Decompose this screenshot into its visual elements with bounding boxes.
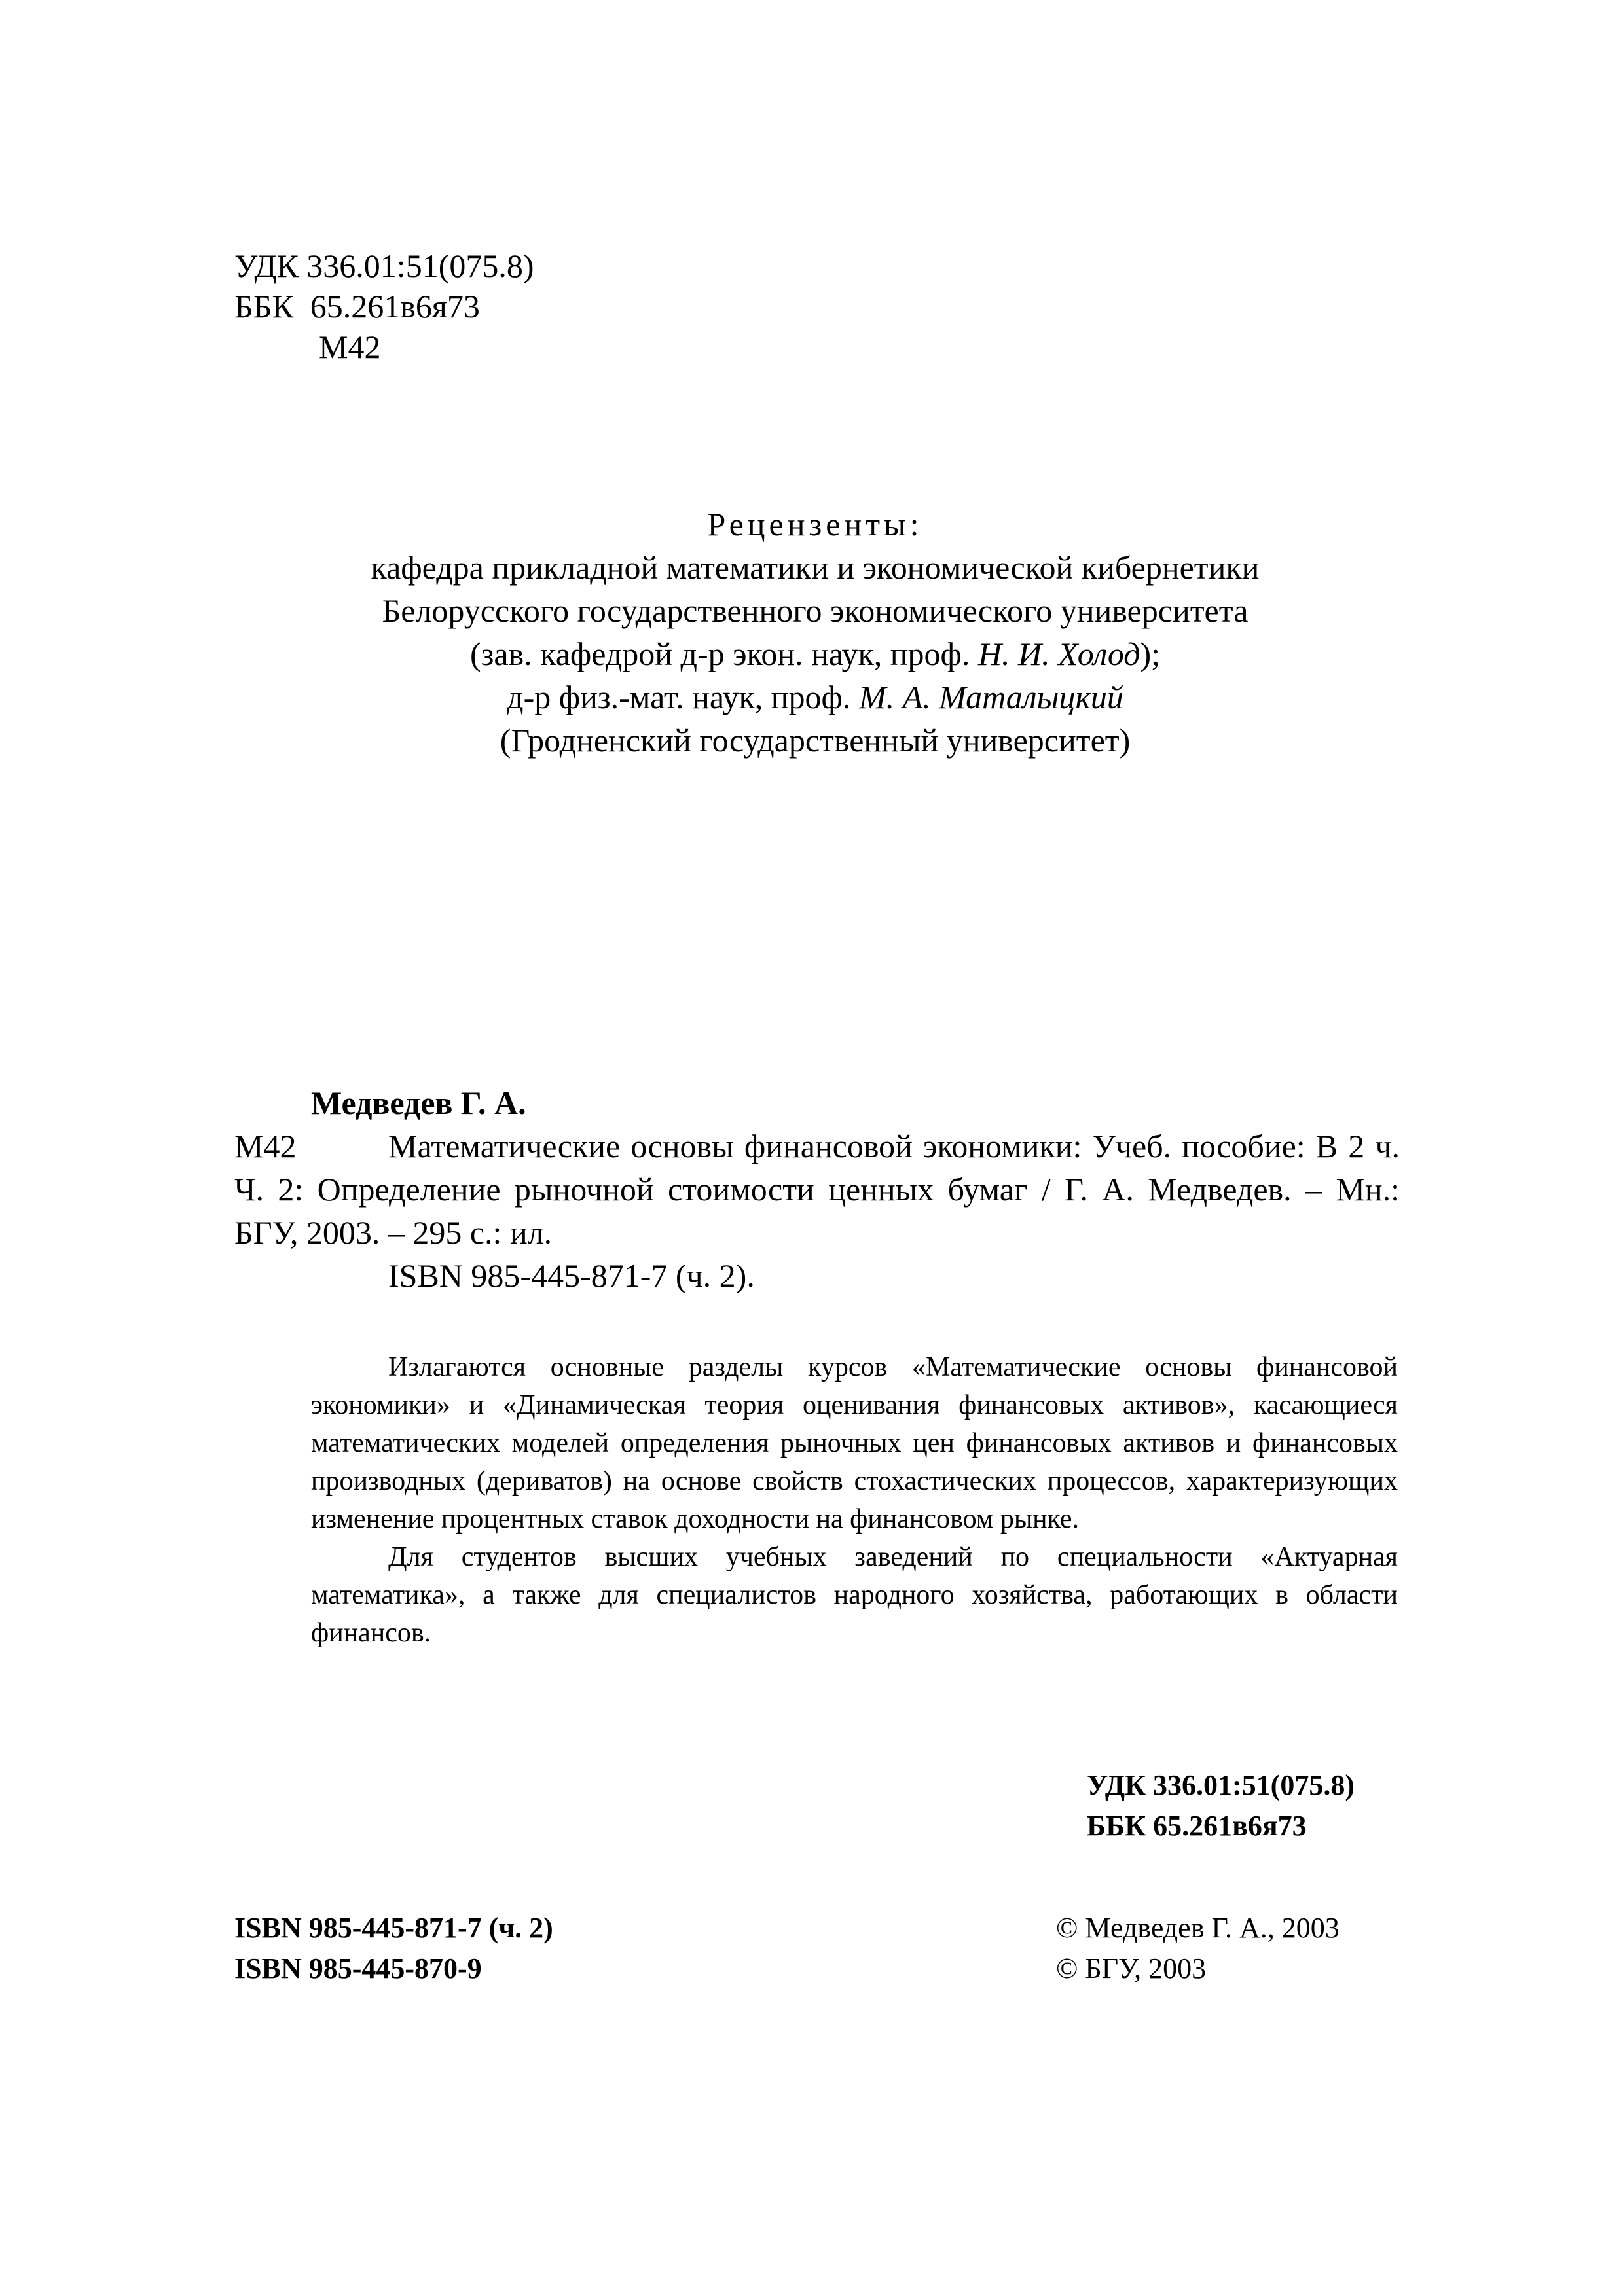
annotation-paragraph: Излагаются основные разделы курсов «Математические основы финансовой экономики» и «Динамическая теория оценивания финансовых активов», касающиеся математических моделей определения рыночных цен финансовых активов и финансовых производных (дериватов) на основе свойств стохастических процессов, характеризующих изменение процентных ставок доходности на финансовом рынке. (311, 1352, 1398, 1534)
reviewer-second-affiliation: (Гродненский государственный университет) (500, 722, 1131, 759)
isbn-block (234, 1908, 553, 1989)
reviewer-head-suffix: ); (1140, 636, 1161, 672)
reviewers-heading: Рецензенты: (707, 506, 923, 543)
reviewer-head-name: Н. И. Холод (977, 636, 1140, 672)
reviewer-second-name: М. А. Маталыцкий (858, 679, 1123, 715)
reviewer-second-prefix: д-р физ.-мат. наук, проф. (507, 679, 859, 715)
reviewer-second (236, 675, 1395, 719)
isbn-part: ISBN 985-445-871-7 (ч. 2) (234, 1912, 553, 1944)
copyright-block (1056, 1908, 1340, 1989)
copyright-author: © Медведев Г. А., 2003 (1056, 1912, 1340, 1944)
reviewers-block (236, 503, 1395, 762)
reviewer-university: Белорусского государственного экономического университета (382, 592, 1249, 629)
bib-isbn: ISBN 985-445-871-7 (ч. 2). (388, 1257, 755, 1294)
bottom-codes (1087, 1765, 1355, 1846)
reviewer-department: кафедра прикладной математики и экономической кибернетики (371, 549, 1260, 586)
bib-code: М42 (234, 1128, 297, 1164)
reviewer-head (236, 632, 1395, 675)
udk-code: УДК 336.01:51(075.8) (234, 247, 534, 284)
annotation-paragraph: Для студентов высших учебных заведений по специальности «Актуарная математика», а также для специалистов народного хозяйства, работающих в области финансов. (311, 1542, 1398, 1648)
isbn-set: ISBN 985-445-870-9 (234, 1952, 482, 1984)
reviewer-head-prefix: (зав. кафедрой д-р экон. наук, проф. (469, 636, 978, 672)
copyright-publisher: © БГУ, 2003 (1056, 1952, 1207, 1984)
bbk-code: ББК 65.261в6я73 (234, 288, 480, 325)
bottom-bbk: ББК 65.261в6я73 (1087, 1810, 1307, 1842)
bib-author: Медведев Г. А. (311, 1085, 526, 1121)
annotation (311, 1348, 1398, 1652)
bottom-udk: УДК 336.01:51(075.8) (1087, 1769, 1355, 1801)
bib-description: Математические основы финансовой экономики: Учеб. пособие: В 2 ч. Ч. 2: Определение рыночной стоимости ценных бумаг / Г. А. Медведев. – Мн.: БГУ, 2003. – 295 с.: ил. (234, 1128, 1400, 1251)
author-sign: М42 (319, 329, 381, 365)
